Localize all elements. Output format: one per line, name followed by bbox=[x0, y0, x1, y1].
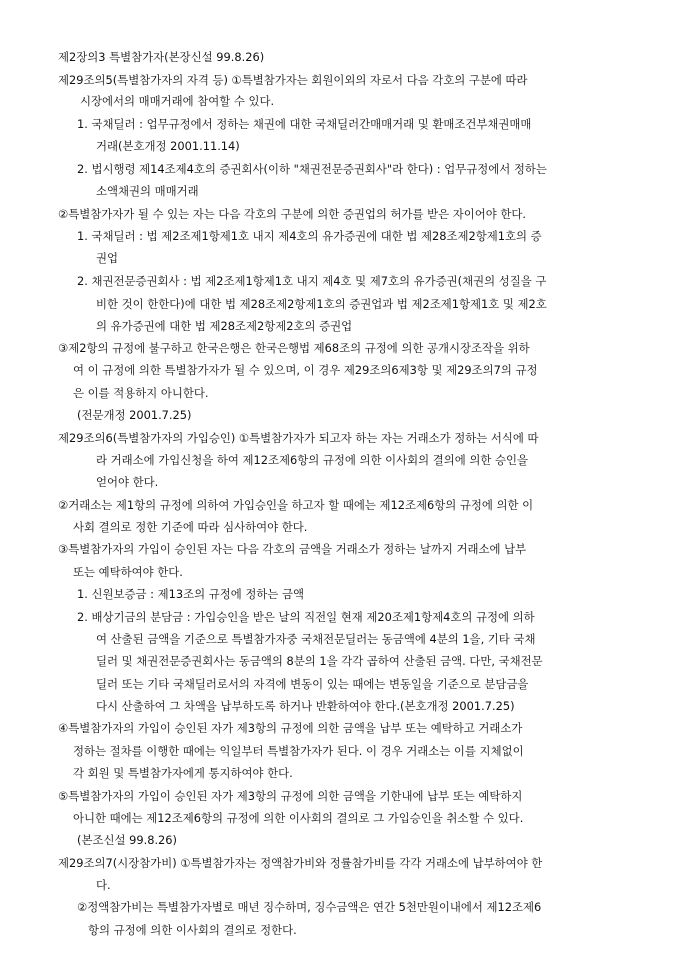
paragraph-3: ③제2항의 규정에 불구하고 한국은행은 한국은행법 제68조의 규정에 의한 공개시장조작을 위하 bbox=[58, 341, 530, 355]
text-line: 거래(본호개정 2001.11.14) bbox=[96, 139, 240, 153]
text-line: 여 이 규정에 의한 특별참가자가 될 수 있으며, 이 경우 제29조의6제3항 및 제29조의7의 규정 bbox=[73, 363, 538, 377]
text-line: 라 거래소에 가입신청을 하여 제12조제6항의 규정에 의한 이사회의 결의에 의한 승인을 bbox=[96, 453, 529, 467]
text-line: 소액채권의 매매거래 bbox=[96, 184, 199, 198]
article-29-6-heading: 제29조의6(특별참가자의 가입승인) ①특별참가자가 되고자 하는 자는 거래소가 정하는 서식에 따 bbox=[58, 431, 539, 445]
paragraph-2: ②거래소는 제1항의 규정에 의하여 가입승인을 하고자 할 때에는 제12조제6항의 규정에 의한 이 bbox=[58, 498, 534, 512]
text-line: 다시 산출하여 그 차액을 납부하도록 하거나 반환하여야 한다.(본호개정 2001.7.25) bbox=[96, 699, 515, 713]
text-line: 의 유가증권에 대한 법 제28조제2항제2호의 증권업 bbox=[96, 319, 353, 333]
text-line: 또는 예탁하여야 한다. bbox=[73, 565, 183, 579]
text-line: 다. bbox=[96, 878, 111, 892]
paragraph-3: ③특별참가자의 가입이 승인된 자는 다음 각호의 금액을 거래소가 정하는 날까지 거래소에 납부 bbox=[58, 542, 527, 556]
list-item: 1. 국채딜러 : 업무규정에서 정하는 채권에 대한 국채딜러간매매거래 및 환매조건부채권매매 bbox=[77, 117, 532, 131]
list-item: 2. 배상기금의 분담금 : 가입승인을 받은 날의 직전일 현재 제20조제1항제4호의 규정에 의하 bbox=[77, 610, 535, 624]
text-line: 비한 것이 한한다)에 대한 법 제28조제2항제1호의 증권업과 법 제2조제1항제1호 및 제2호 bbox=[96, 297, 547, 311]
amendment-note: (전문개정 2001.7.25) bbox=[77, 408, 192, 422]
list-item: 2. 법시행령 제14조제4호의 증권회사(이하 "채권전문증권회사"라 한다) : 업무규정에서 정하는 bbox=[77, 162, 547, 176]
list-item: 2. 채권전문증권회사 : 법 제2조제1항제1호 내지 제4호 및 제7호의 유가증권(채권의 성질을 구 bbox=[77, 274, 547, 288]
list-item: 1. 국채딜러 : 법 제2조제1항제1호 내지 제4호의 유가증권에 대한 법 제28조제2항제1호의 증 bbox=[77, 229, 542, 243]
text-line: 사회 결의로 정한 기준에 따라 심사하여야 한다. bbox=[73, 520, 308, 534]
text-line: 딜러 또는 기타 국채딜러로서의 자격에 변동이 있는 때에는 변동일을 기준으로 분담금을 bbox=[96, 677, 529, 691]
text-line: 아니한 때에는 제12조제6항의 규정에 의한 이사회의 결의로 그 가입승인을 취소할 수 있다. bbox=[73, 811, 524, 825]
text-line: 시장에서의 매매거래에 참여할 수 있다. bbox=[80, 94, 275, 108]
chapter-heading: 제2장의3 특별참가자(본장신설 99.8.26) bbox=[58, 50, 265, 64]
text-line: 권업 bbox=[96, 251, 119, 265]
text-line: 은 이를 적용하지 아니한다. bbox=[73, 386, 209, 400]
text-line: 얻어야 한다. bbox=[96, 475, 159, 489]
paragraph-2: ②정액참가비는 특별참가자별로 매년 징수하며, 징수금액은 연간 5천만원이내에서 제12조제6 bbox=[77, 900, 542, 914]
paragraph-2: ②특별참가자가 될 수 있는 자는 다음 각호의 구분에 의한 증권업의 허가를 받은 자이어야 한다. bbox=[58, 207, 527, 221]
text-line: 항의 규정에 의한 이사회의 결의로 정한다. bbox=[88, 923, 297, 937]
paragraph-4: ④특별참가자의 가입이 승인된 자가 제3항의 규정에 의한 금액을 납부 또는 예탁하고 거래소가 bbox=[58, 721, 523, 735]
paragraph-5: ⑤특별참가자의 가입이 승인된 자가 제3항의 규정에 의한 금액을 기한내에 납부 또는 예탁하지 bbox=[58, 789, 523, 803]
list-item: 1. 신원보증금 : 제13조의 규정에 정하는 금액 bbox=[77, 587, 304, 601]
article-29-5-heading: 제29조의5(특별참가자의 자격 등) ①특별참가자는 회원이외의 자로서 다음 각호의 구분에 따라 bbox=[58, 73, 528, 87]
text-line: 각 회원 및 특별참가자에게 통지하여야 한다. bbox=[73, 766, 293, 780]
amendment-note: (본조신설 99.8.26) bbox=[77, 833, 177, 847]
text-line: 딜러 및 채권전문증권회사는 동금액의 8분의 1을 각각 곱하여 산출된 금액. 다만, 국채전문 bbox=[96, 654, 543, 668]
text-line: 정하는 절차를 이행한 때에는 익일부터 특별참가자가 된다. 이 경우 거래소는 이를 지체없이 bbox=[73, 744, 524, 758]
article-29-7-heading: 제29조의7(시장참가비) ①특별참가자는 정액참가비와 정률참가비를 각각 거래소에 납부하여야 한 bbox=[58, 856, 543, 870]
text-line: 여 산출된 금액을 기준으로 특별참가자중 국채전문딜러는 동금액에 4분의 1을, 기타 국채 bbox=[96, 632, 536, 646]
